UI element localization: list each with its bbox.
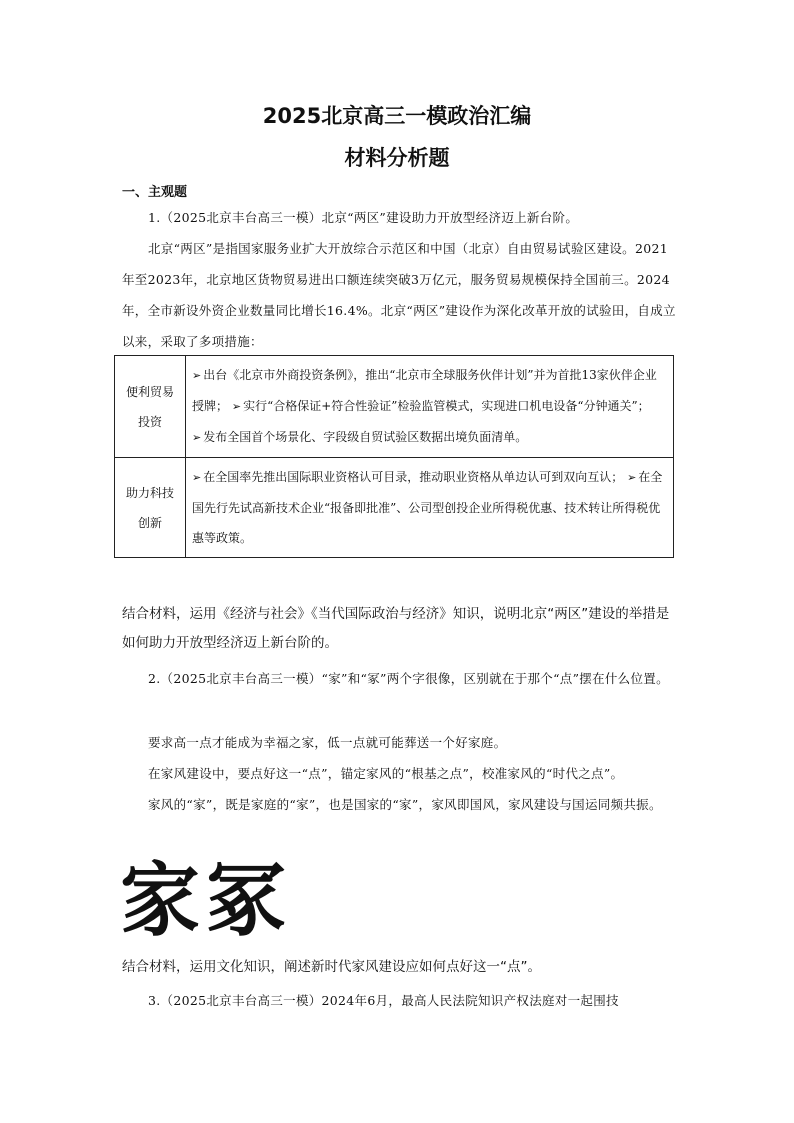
question-2-stem: 2.（2025北京丰台高三一模）“家”和“冢”两个字很像，区别就在于那个“点”摆在什么位置。 (148, 671, 669, 686)
table-row-label: 助力科技创新 (115, 458, 186, 558)
bullet-arrow-icon: ➢ (192, 369, 202, 382)
calligraphy-image (120, 850, 310, 950)
table-row-label: 便利贸易投资 (115, 356, 186, 458)
bullet-arrow-icon: ➢ (192, 471, 202, 484)
question-2-line-3: 家风的“家”，既是家庭的“家”，也是国家的“家”，家风即国风，家风建设与国运同频共振。 (148, 797, 662, 812)
question-1-task: 结合材料，运用《经济与社会》《当代国际政治与经济》知识，说明北京“两区”建设的举措是如何助力开放型经济迈上新台阶的。 (122, 606, 670, 651)
question-2-task: 结合材料，运用文化知识，阐述新时代家风建设应如何点好这一“点”。 (122, 959, 541, 975)
table-row (115, 458, 674, 558)
table-row-content (186, 458, 674, 558)
bullet-arrow-icon: ➢ (627, 471, 637, 484)
table-row-content (186, 356, 674, 458)
table-row (115, 356, 674, 458)
calligraphy-char-jia: 家 (120, 853, 206, 947)
bullet-arrow-icon: ➢ (192, 431, 202, 444)
document-title: 2025北京高三一模政治汇编 (262, 104, 532, 128)
measure-item: 在全国先行先试高新技术企业“报备即批准”、公司型创投企业所得税优惠、技术转让所得税优惠等政策。 (192, 470, 663, 545)
bullet-arrow-icon: ➢ (231, 400, 242, 413)
question-2-line-2: 在家风建设中，要点好这一“点”，锚定家风的“根基之点”，校准家风的“时代之点”。 (148, 766, 624, 781)
section-heading: 一、主观题 (122, 185, 188, 200)
question-1-material: 北京“两区”是指国家服务业扩大开放综合示范区和中国（北京）自由贸易试验区建设。2021年至2023年，北京地区货物贸易进出口额连续突破3万亿元，服务贸易规模保持全国前三。2024年，全市新设外资企业数量同比增长16.4%。北京“两区”建设作为深化改革开放的试验田，自成立以来，采取了多项措施： (122, 241, 676, 349)
measure-item: 实行“合格保证+符合性验证”检验监管模式，实现进口机电设备“分钟通关”； (243, 399, 650, 413)
measures-table (114, 355, 674, 558)
calligraphy-char-zhong: 冢 (206, 853, 292, 947)
measure-item: 出台《北京市外商投资条例》，推出“北京市全球服务伙伴计划”并为首批13家伙伴企业授牌； (192, 368, 657, 413)
document-subtitle: 材料分析题 (344, 146, 450, 170)
question-3-stem: 3.（2025北京丰台高三一模）2024年6月，最高人民法院知识产权法庭对一起围技 (148, 993, 619, 1008)
measure-item: 发布全国首个场景化、字段级自贸试验区数据出境负面清单。 (203, 430, 528, 444)
question-2-line-1: 要求高一点才能成为幸福之家，低一点就可能葬送一个好家庭。 (148, 735, 507, 750)
question-1-stem: 1.（2025北京丰台高三一模）北京“两区”建设助力开放型经济迈上新台阶。 (148, 210, 579, 225)
measure-item: 在全国率先推出国际职业资格认可目录，推动职业资格从单边认可到双向互认； (203, 470, 624, 484)
